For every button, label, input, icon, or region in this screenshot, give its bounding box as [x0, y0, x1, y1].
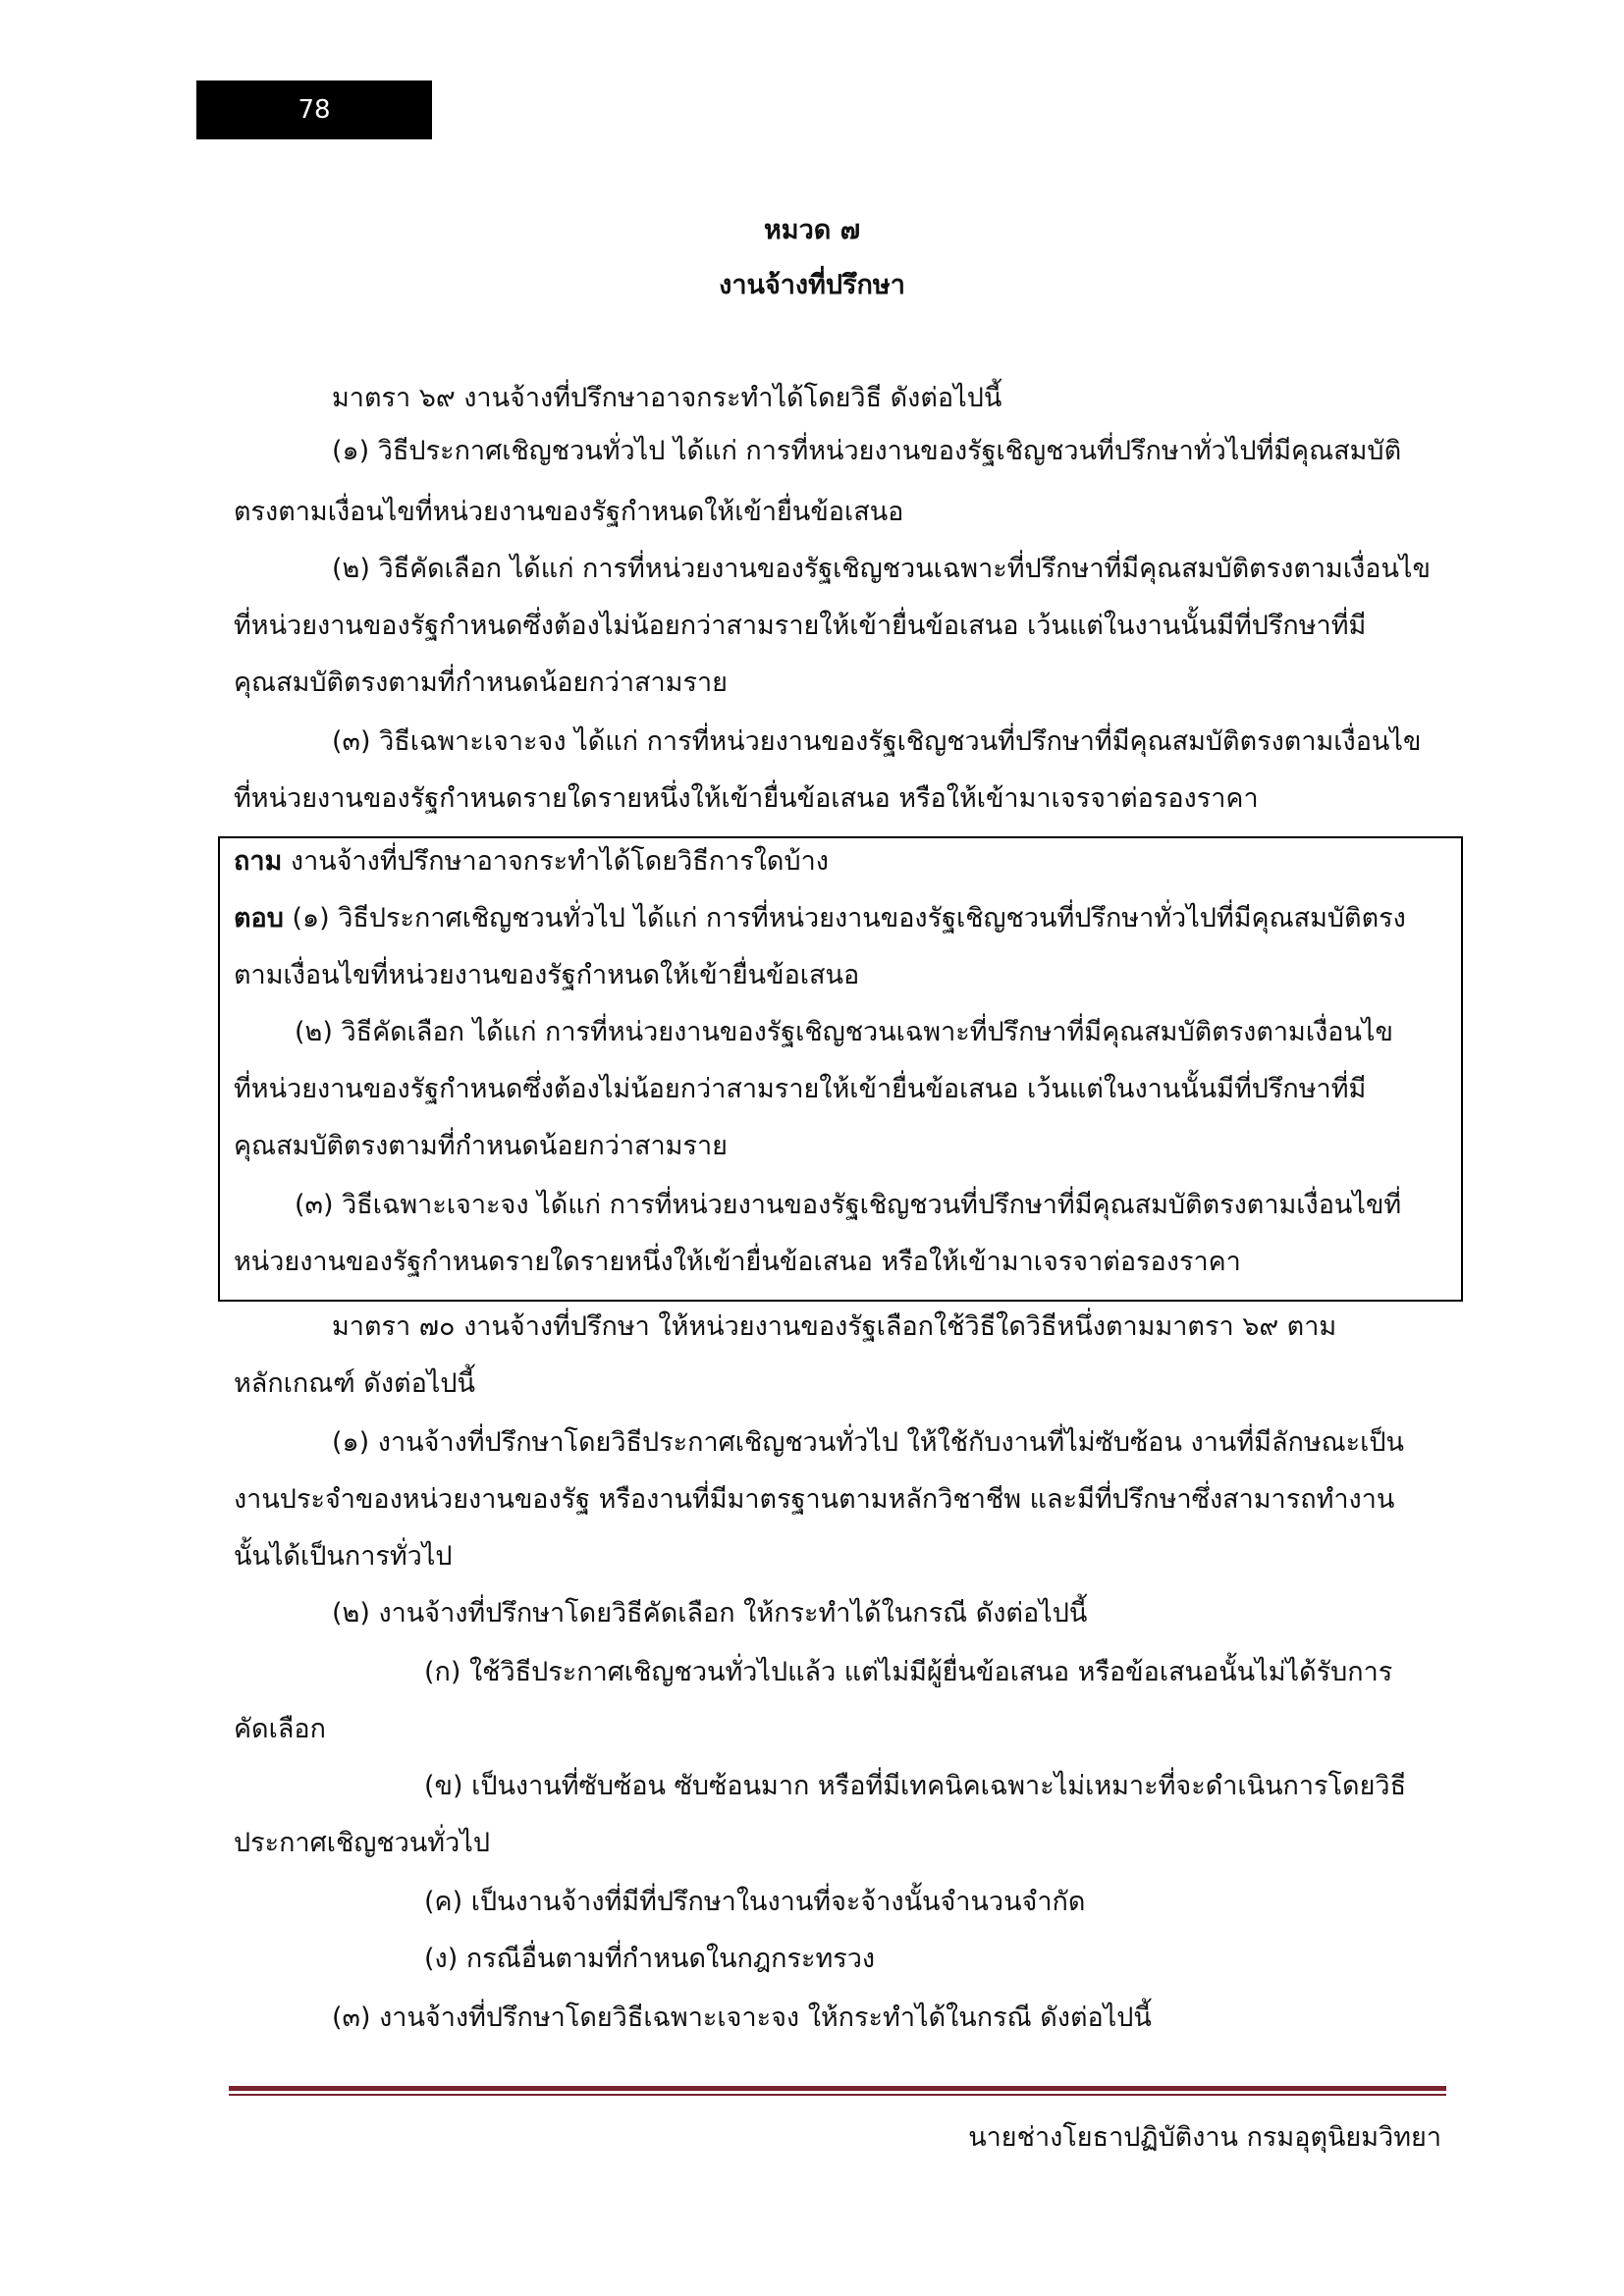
chapter-subtitle: งานจ้างที่ปรึกษา: [719, 270, 905, 300]
qa-answer-item1-line2: ตามเงื่อนไขที่หน่วยงานของรัฐกำหนดให้เข้ายื่นข้อเสนอ: [234, 960, 860, 990]
qa-answer-item3-line1: (๓) วิธีเฉพาะเจาะจง ได้แก่ การที่หน่วยงานของรัฐเชิญชวนที่ปรึกษาที่มีคุณสมบัติตรงตามเงื่อนไขที่: [295, 1190, 1402, 1220]
section70-item3-intro: (๓) งานจ้างที่ปรึกษาโดยวิธีเฉพาะเจาะจง ให้กระทำได้ในกรณี ดังต่อไปนี้: [332, 2002, 1152, 2033]
question-text: งานจ้างที่ปรึกษาอาจกระทำได้โดยวิธีการใดบ้าง: [282, 846, 829, 877]
question-label: ถาม: [234, 846, 283, 877]
qa-answer-item2-line2: ที่หน่วยงานของรัฐกำหนดซึ่งต้องไม่น้อยกว่าสามรายให้เข้ายื่นข้อเสนอ เว้นแต่ในงานนั้นมีที่ปรึกษาที่มี: [234, 1074, 1367, 1104]
section69-item2-line2: ที่หน่วยงานของรัฐกำหนดซึ่งต้องไม่น้อยกว่าสามรายให้เข้ายื่นข้อเสนอ เว้นแต่ในงานนั้นมีที่ปรึกษาที่มี: [234, 611, 1367, 641]
qa-question: [234, 842, 829, 881]
section69-item2-line3: คุณสมบัติตรงตามที่กำหนดน้อยกว่าสามราย: [234, 667, 728, 698]
section70-item1-line3: นั้นได้เป็นการทั่วไป: [234, 1541, 453, 1572]
section70-intro-line2: หลักเกณฑ์ ดังต่อไปนี้: [234, 1368, 475, 1399]
section69-item1-line2: ตรงตามเงื่อนไขที่หน่วยงานของรัฐกำหนดให้เข้ายื่นข้อเสนอ: [234, 497, 904, 527]
qa-answer-item1-line1: [234, 899, 1406, 938]
section70-item2-d: (ง) กรณีอื่นตามที่กำหนดในกฎกระทรวง: [424, 1944, 876, 1974]
qa-answer-item2-line3: คุณสมบัติตรงตามที่กำหนดน้อยกว่าสามราย: [234, 1131, 728, 1161]
section70-item2-b-line2: ประกาศเชิญชวนทั่วไป: [234, 1828, 490, 1858]
section70-item2-a-line2: คัดเลือก: [234, 1714, 326, 1744]
section69-item3-line2: ที่หน่วยงานของรัฐกำหนดรายใดรายหนึ่งให้เข้ายื่นข้อเสนอ หรือให้เข้ามาเจรจาต่อรองราคา: [234, 783, 1259, 814]
page-number-box: [196, 80, 432, 139]
section70-item2-c: (ค) เป็นงานจ้างที่มีที่ปรึกษาในงานที่จะจ้างนั้นจำนวนจำกัด: [424, 1887, 1086, 1917]
section69-item3-line1: (๓) วิธีเฉพาะเจาะจง ได้แก่ การที่หน่วยงานของรัฐเชิญชวนที่ปรึกษาที่มีคุณสมบัติตรงตามเงื่อนไข: [332, 726, 1422, 757]
section70-item2-b-line1: (ข) เป็นงานที่ซับซ้อน ซับซ้อนมาก หรือที่มีเทคนิคเฉพาะไม่เหมาะที่จะดำเนินการโดยวิธี: [424, 1771, 1407, 1801]
qa-answer-item3-line2: หน่วยงานของรัฐกำหนดรายใดรายหนึ่งให้เข้ายื่นข้อเสนอ หรือให้เข้ามาเจรจาต่อรองราคา: [234, 1247, 1241, 1277]
footer-text: นายช่างโยธาปฏิบัติงาน กรมอุตุนิยมวิทยา: [968, 2122, 1441, 2153]
page-number: 78: [298, 95, 331, 125]
footer-rule-thick: [229, 2086, 1446, 2091]
footer-rule-thin: [229, 2094, 1446, 2096]
section70-intro-line1: มาตรา ๗๐ งานจ้างที่ปรึกษา ให้หน่วยงานของรัฐเลือกใช้วิธีใดวิธีหนึ่งตามมาตรา ๖๙ ตาม: [332, 1311, 1337, 1342]
section69-item1-line1: (๑) วิธีประกาศเชิญชวนทั่วไป ได้แก่ การที่หน่วยงานของรัฐเชิญชวนที่ปรึกษาทั่วไปที่มีคุณสมบัติ: [332, 436, 1402, 466]
answer-label: ตอบ: [234, 903, 284, 934]
qa-answer-item2-line1: (๒) วิธีคัดเลือก ได้แก่ การที่หน่วยงานของรัฐเชิญชวนเฉพาะที่ปรึกษาที่มีคุณสมบัติตรงตามเงื่อนไข: [295, 1017, 1393, 1047]
chapter-title: หมวด ๗: [764, 215, 860, 245]
section69-intro: มาตรา ๖๙ งานจ้างที่ปรึกษาอาจกระทำได้โดยวิธี ดังต่อไปนี้: [332, 383, 1002, 413]
section70-item2-a-line1: (ก) ใช้วิธีประกาศเชิญชวนทั่วไปแล้ว แต่ไม่มีผู้ยื่นข้อเสนอ หรือข้อเสนอนั้นไม่ได้รับการ: [424, 1657, 1393, 1687]
section70-item2-intro: (๒) งานจ้างที่ปรึกษาโดยวิธีคัดเลือก ให้กระทำได้ในกรณี ดังต่อไปนี้: [332, 1598, 1088, 1629]
section69-item2-line1: (๒) วิธีคัดเลือก ได้แก่ การที่หน่วยงานของรัฐเชิญชวนเฉพาะที่ปรึกษาที่มีคุณสมบัติตรงตามเงื่อนไข: [332, 554, 1431, 584]
section70-item1-line2: งานประจำของหน่วยงานของรัฐ หรืองานที่มีมาตรฐานตามหลักวิชาชีพ และมีที่ปรึกษาซึ่งสามารถทำงาน: [234, 1484, 1395, 1515]
answer-item1-text: (๑) วิธีประกาศเชิญชวนทั่วไป ได้แก่ การที่หน่วยงานของรัฐเชิญชวนที่ปรึกษาทั่วไปที่มีคุณสมบัติตรง: [283, 903, 1406, 934]
section70-item1-line1: (๑) งานจ้างที่ปรึกษาโดยวิธีประกาศเชิญชวนทั่วไป ให้ใช้กับงานที่ไม่ซับซ้อน งานที่มีลักษณะเป็น: [332, 1427, 1405, 1458]
